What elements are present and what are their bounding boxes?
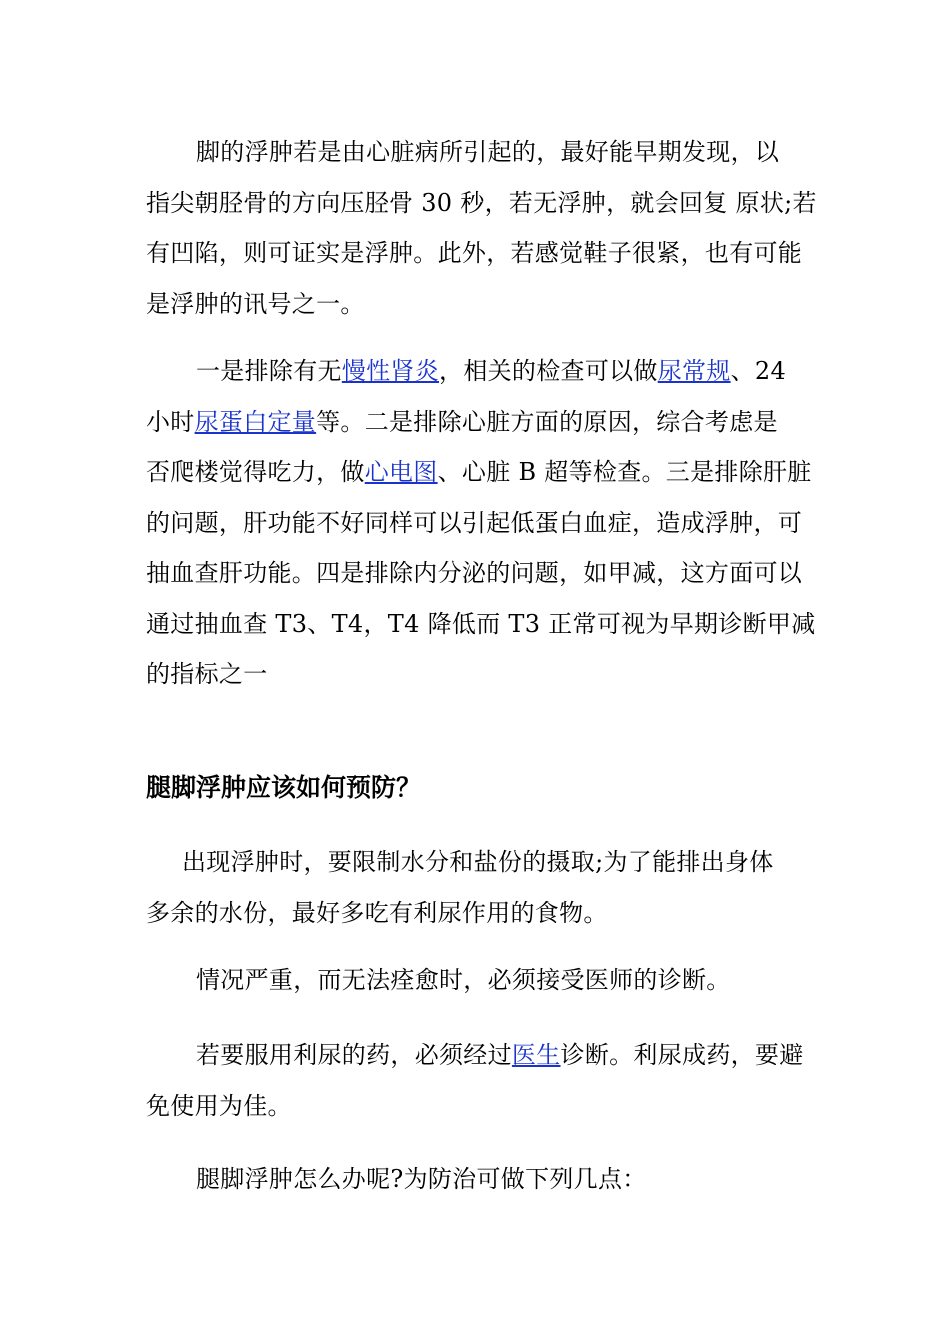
text-line: 的问题，肝功能不好同样可以引起低蛋白血症，造成浮肿，可	[146, 508, 803, 537]
text-line: 是浮肿的讯号之一。	[146, 289, 365, 318]
text-line	[146, 397, 811, 448]
text-line: 有凹陷，则可证实是浮肿。此外，若感觉鞋子很紧，也有可能	[146, 239, 803, 267]
text-segment: 小时	[146, 407, 195, 436]
paragraph-diuretics	[146, 1030, 811, 1131]
link-urine-protein[interactable]: 尿蛋白定量	[194, 407, 317, 436]
text-segment: 、心脏 B 超等检查。三是排除肝脏	[437, 458, 812, 486]
text-line: 抽血查肝功能。四是排除内分泌的问题，如甲减，这方面可以	[146, 559, 803, 587]
text-line	[146, 447, 811, 498]
text-line: 脚的浮肿若是由心脏病所引起的，最好能早期发现，以	[196, 138, 780, 166]
paragraph-limit-water-salt	[146, 837, 811, 938]
text-segment: 否爬楼觉得吃力，做	[146, 458, 365, 486]
text-line: 通过抽血查 T3、T4，T4 降低而 T3 正常可视为早期诊断甲减	[146, 609, 816, 638]
link-urine-routine[interactable]: 尿常规	[657, 357, 731, 385]
text-line: 多余的水份，最好多吃有利尿作用的食物。	[146, 898, 608, 927]
text-line: 指尖朝胫骨的方向压胫骨 30 秒，若无浮肿，就会回复 原状;若	[146, 188, 817, 217]
paragraph-edema-detection	[146, 127, 817, 329]
paragraph-causes-checks	[146, 346, 816, 700]
text-line: 出现浮肿时，要限制水分和盐份的摄取;为了能排出身体	[182, 848, 774, 876]
link-chronic-nephritis[interactable]: 慢性肾炎	[341, 357, 440, 385]
link-doctor[interactable]: 医生	[511, 1041, 561, 1069]
text-segment: ，相关的检查可以做	[439, 357, 658, 385]
section-heading: 腿脚浮肿应该如何预防？	[146, 773, 422, 802]
text-segment: 、24	[730, 357, 787, 385]
text-segment: 等。二是排除心脏方面的原因，综合考虑是	[316, 407, 778, 436]
text-line	[146, 346, 811, 397]
paragraph-prevention-intro	[146, 1154, 811, 1205]
link-ecg[interactable]: 心电图	[364, 458, 438, 486]
text-line: 的指标之一	[146, 660, 268, 688]
text-line: 免使用为佳。	[146, 1091, 292, 1120]
text-line: 腿脚浮肿怎么办呢?为防治可做下列几点：	[196, 1165, 647, 1193]
text-segment: 若要服用利尿的药，必须经过	[196, 1041, 512, 1069]
text-segment: 诊断。利尿成药，要避	[560, 1041, 804, 1069]
paragraph-severe-case	[146, 955, 811, 1006]
text-line: 情况严重，而无法痊愈时，必须接受医师的诊断。	[196, 966, 731, 994]
text-segment: 一是排除有无	[196, 357, 342, 385]
text-line	[146, 1030, 811, 1081]
